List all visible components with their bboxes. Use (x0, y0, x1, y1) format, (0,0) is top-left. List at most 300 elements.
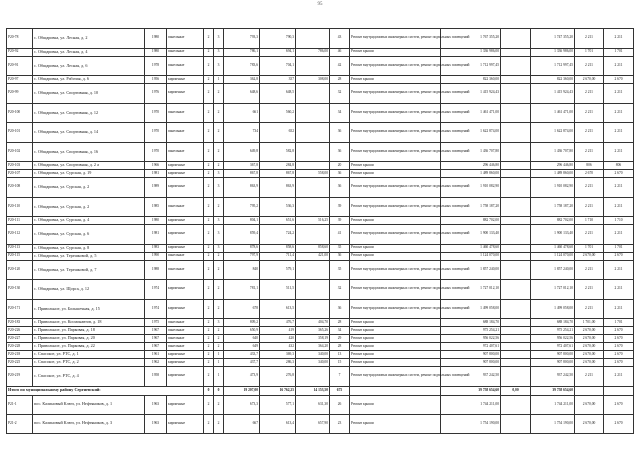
row-area-total: 678 (224, 299, 260, 319)
row-cost-funds: 907 800,00 (531, 359, 575, 367)
row-area-living: 284,8 (260, 162, 296, 170)
row-cost: 882 702,00 (441, 217, 501, 225)
total-area-private: 14 153,50 (296, 386, 330, 395)
row-end-year: 2 211 (575, 56, 604, 76)
row-area-living: 613,5 (260, 299, 296, 319)
row-floors: 2 (204, 84, 214, 104)
row-year: 1970 (145, 123, 167, 143)
row-area-private: 631,30 (296, 395, 330, 414)
row-code: Р20-120 (7, 260, 33, 280)
row-code: Р20-225 (7, 359, 33, 367)
row-complete-year: 1 701 (604, 244, 634, 252)
row-area-private: 364,20 (296, 343, 330, 351)
row-blank (501, 29, 531, 49)
row-end-year: 806 (575, 162, 604, 170)
row-floors: 2 (204, 252, 214, 260)
row-area-private (296, 367, 330, 387)
row-area-living: 577,1 (260, 395, 296, 414)
row-year: 1988 (145, 260, 167, 280)
row-year: 1974 (145, 280, 167, 300)
row-cost: 975 254,21 (441, 327, 501, 335)
row-address: с. Спасское, ул. РТС, д. 1 (33, 351, 145, 359)
row-area-private (296, 142, 330, 162)
row-area-private: 516,25 (296, 217, 330, 225)
row-material: кирпичные (167, 178, 204, 198)
row-area-total: 367,8 (224, 162, 260, 170)
row-code: Р20-228 (7, 343, 33, 351)
row-end-year: 2 670,00 (575, 414, 604, 433)
row-work: Ремонт крыши (350, 217, 441, 225)
row-complete-year: 2 670 (604, 335, 634, 343)
row-area-private: 340,00 (296, 359, 330, 367)
row-year: 1963 (145, 414, 167, 433)
table-row (7, 56, 634, 76)
table-row (7, 351, 634, 359)
row-residents: 26 (330, 395, 350, 414)
housing-repair-table (6, 28, 634, 434)
row-residents: 13 (330, 351, 350, 359)
row-end-year: 2 211 (575, 225, 604, 245)
row-complete-year: 2 211 (604, 123, 634, 143)
row-area-living: 582,8 (260, 142, 296, 162)
row-entrances: 2 (214, 197, 224, 217)
row-floors: 2 (204, 170, 214, 178)
row-work: Ремонт внутридомовых инженерных систем, ремонт подвальных помещений (350, 56, 441, 76)
row-blank (501, 170, 531, 178)
row-work: Ремонт крыши (350, 76, 441, 84)
row-residents: 29 (330, 335, 350, 343)
row-complete-year: 2 211 (604, 84, 634, 104)
row-area-private: 404,70 (296, 319, 330, 327)
row-material: кирпичные (167, 170, 204, 178)
row-area-total: 804,1 (224, 217, 260, 225)
row-complete-year: 2 670 (604, 76, 634, 84)
row-area-private (296, 299, 330, 319)
table-row (7, 84, 634, 104)
table-row (7, 367, 634, 387)
row-year: 1989 (145, 178, 167, 198)
row-end-year: 1 710 (575, 217, 604, 225)
row-area-living: 536,3 (260, 197, 296, 217)
row-cost-funds: 1 415 924,43 (531, 84, 575, 104)
row-end-year: 2 670,00 (575, 252, 604, 260)
row-complete-year: 2 670 (604, 170, 634, 178)
row-year: 1981 (145, 225, 167, 245)
row-area-living: 724,2 (260, 225, 296, 245)
total-area-living: 16 762,25 (260, 386, 296, 395)
row-area-living: 863,9 (260, 178, 296, 198)
row-residents: 42 (330, 56, 350, 76)
row-material: кирпичные (167, 225, 204, 245)
row-residents: 39 (330, 217, 350, 225)
row-area-living: 476,7 (260, 319, 296, 327)
row-complete-year: 2 211 (604, 367, 634, 387)
row-address: с. Общаровка, ул. Лесная, д. 2 (33, 29, 145, 49)
row-area-total: 734 (224, 123, 260, 143)
row-entrances: 2 (214, 327, 224, 335)
row-address: с. Общаровка, ул. Сурская, д. 4 (33, 217, 145, 225)
row-address: пос. Калиновый Ключ, ул. Нефтяников, д. 1 (33, 395, 145, 414)
row-complete-year: 1 701 (604, 319, 634, 327)
row-end-year: 2 670,00 (575, 395, 604, 414)
row-code: Р21-2 (7, 414, 33, 433)
row-floors: 2 (204, 48, 214, 56)
row-area-private: 308,00 (296, 76, 330, 84)
row-area-living: 648,5 (260, 84, 296, 104)
total-area-total: 19 207,00 (224, 386, 260, 395)
row-floors: 2 (204, 103, 214, 123)
row-code: Р20-103 (7, 162, 33, 170)
row-work: Ремонт крыши (350, 244, 441, 252)
table-row (7, 142, 634, 162)
row-area-private: 365,26 (296, 327, 330, 335)
row-complete-year: 2 670 (604, 343, 634, 351)
row-material: панельные (167, 260, 204, 280)
total-c1: 0 (204, 386, 214, 395)
row-floors: 2 (204, 162, 214, 170)
row-blank (501, 359, 531, 367)
row-area-private (296, 260, 330, 280)
total-cost-all: 39 758 654,60 (531, 386, 575, 395)
row-area-private (296, 280, 330, 300)
row-address: с. Общаровка, ул. Спортивная, д. 14 (33, 123, 145, 143)
row-address: с. Привольное, ул. Парковая, д. 18 (33, 327, 145, 335)
row-code: Р20-183 (7, 319, 33, 327)
row-floors: 2 (204, 244, 214, 252)
row-cost: 1 336 986,00 (441, 48, 501, 56)
total-row (7, 386, 634, 395)
row-complete-year: 2 211 (604, 178, 634, 198)
row-material: панельные (167, 327, 204, 335)
row-cost-funds: 1 336 986,00 (531, 48, 575, 56)
row-address: с. Общаровка, ул. Терешковой, д. 7 (33, 260, 145, 280)
row-area-living: 694,1 (260, 48, 296, 56)
row-code: Р20-99 (7, 84, 33, 104)
row-material: панельные (167, 48, 204, 56)
row-year: 1967 (145, 335, 167, 343)
table-row (7, 395, 634, 414)
row-end-year: 2 211 (575, 178, 604, 198)
row-end-year: 1 701 (575, 48, 604, 56)
row-end-year: 2 670,00 (575, 351, 604, 359)
row-area-total: 673,3 (224, 395, 260, 414)
row-work: Ремонт внутридомовых инженерных систем, ремонт подвальных помещений (350, 29, 441, 49)
row-residents: 41 (330, 225, 350, 245)
row-cost: 972 407,61 (441, 343, 501, 351)
row-residents: 15 (330, 359, 350, 367)
row-address: с. Общаровка, ул. Спортивная, д. 2 а (33, 162, 145, 170)
row-floors: 2 (204, 217, 214, 225)
row-area-total: 648,6 (224, 84, 260, 104)
row-cost-funds: 1 727 012,10 (531, 280, 575, 300)
row-work: Ремонт внутридомовых инженерных систем, ремонт подвальных помещений (350, 260, 441, 280)
row-residents: 28 (330, 76, 350, 84)
row-material: панельные (167, 335, 204, 343)
row-blank (501, 367, 531, 387)
row-entrances: 3 (214, 178, 224, 198)
row-work: Ремонт крыши (350, 351, 441, 359)
row-cost-funds: 1 754 190,00 (531, 414, 575, 433)
row-end-year: 2 211 (575, 367, 604, 387)
row-material: кирпичные (167, 414, 204, 433)
row-residents: 36 (330, 170, 350, 178)
row-area-private (296, 197, 330, 217)
row-code: Р21-1 (7, 395, 33, 414)
row-area-total: 795,2 (224, 197, 260, 217)
row-material: панельные (167, 142, 204, 162)
row-residents: 32 (330, 280, 350, 300)
row-complete-year: 2 211 (604, 280, 634, 300)
row-code: Р20-219 (7, 367, 33, 387)
row-year: 1985 (145, 197, 167, 217)
row-work: Ремонт внутридомовых инженерных систем, ремонт подвальных помещений (350, 299, 441, 319)
row-year: 1981 (145, 170, 167, 178)
row-cost-funds: 1 900 133,40 (531, 225, 575, 245)
row-cost: 1 767 355,20 (441, 29, 501, 49)
row-floors: 2 (204, 319, 214, 327)
row-entrances: 2 (214, 142, 224, 162)
row-cost: 1 857 240,00 (441, 260, 501, 280)
row-entrances: 1 (214, 367, 224, 387)
row-area-private (296, 225, 330, 245)
row-code: Р20-97 (7, 76, 33, 84)
row-address: с. Спасское, ул. РТС, д. 2 (33, 359, 145, 367)
row-cost: 1 754 190,00 (441, 414, 501, 433)
row-area-total: 867,8 (224, 170, 260, 178)
row-floors: 2 (204, 359, 214, 367)
row-address: с. Общаровка, ул. Сурская, д. 2 (33, 197, 145, 217)
row-material: панельные (167, 197, 204, 217)
row-residents: 28 (330, 319, 350, 327)
row-entrances: 2 (214, 280, 224, 300)
row-cost-funds: 1 622 874,00 (531, 123, 575, 143)
row-area-total: 859,4 (224, 225, 260, 245)
row-year: 1978 (145, 56, 167, 76)
table-row (7, 162, 634, 170)
row-end-year: 2 670,00 (575, 335, 604, 343)
row-cost: 1 744 211,00 (441, 395, 501, 414)
row-cost-funds: 1 436 707,80 (531, 142, 575, 162)
row-floors: 2 (204, 225, 214, 245)
row-area-total: 649 (224, 343, 260, 351)
row-area-living: 651,6 (260, 217, 296, 225)
row-entrances: 3 (214, 244, 224, 252)
row-entrances: 2 (214, 123, 224, 143)
row-floors: 2 (204, 327, 214, 335)
row-code: Р20-100 (7, 103, 33, 123)
table-row (7, 252, 634, 260)
row-address: с. Общаровка, ул. Лесная, д. 6 (33, 56, 145, 76)
table-row (7, 414, 634, 433)
row-blank (501, 299, 531, 319)
row-end-year: 2 670,00 (575, 343, 604, 351)
row-residents: 34 (330, 103, 350, 123)
row-work: Ремонт крыши (350, 414, 441, 433)
row-area-living: 579,1 (260, 260, 296, 280)
row-end-year: 2 211 (575, 260, 604, 280)
row-blank (501, 123, 531, 143)
row-end-year: 2 211 (575, 103, 604, 123)
row-complete-year: 2 211 (604, 103, 634, 123)
row-blank (501, 197, 531, 217)
row-cost-funds: 1 124 070,00 (531, 252, 575, 260)
row-work: Ремонт крыши (350, 48, 441, 56)
row-floors: 2 (204, 178, 214, 198)
row-blank (501, 414, 531, 433)
row-address: с. Общаровка, ул. Сурская, д. 8 (33, 244, 145, 252)
table-row (7, 327, 634, 335)
row-work: Ремонт внутридомовых инженерных систем, ремонт подвальных помещений (350, 197, 441, 217)
row-entrances: 2 (214, 103, 224, 123)
row-complete-year: 806 (604, 162, 634, 170)
row-area-total: 781,1 (224, 280, 260, 300)
row-floors: 2 (204, 395, 214, 414)
row-blank (501, 280, 531, 300)
row-entrances: 3 (214, 225, 224, 245)
row-material: кирпичные (167, 280, 204, 300)
row-end-year: 2 670,00 (575, 359, 604, 367)
row-residents: 20 (330, 162, 350, 170)
row-code: Р20-108 (7, 178, 33, 198)
row-cost: 1 910 082,90 (441, 178, 501, 198)
table-row (7, 29, 634, 49)
row-area-living: 432 (260, 343, 296, 351)
row-area-living: 369,3 (260, 351, 296, 359)
row-area-total: 863,9 (224, 178, 260, 198)
row-work: Ремонт внутридомовых инженерных систем, ремонт подвальных помещений (350, 178, 441, 198)
row-end-year: 2 670,00 (575, 327, 604, 335)
page-number: 95 (317, 2, 323, 7)
row-code: Р20-111 (7, 217, 33, 225)
row-address: с. Общаровка, ул. Спортивная, д. 12 (33, 103, 145, 123)
row-work: Ремонт внутридомовых инженерных систем, ремонт подвальных помещений (350, 225, 441, 245)
row-area-private: 421,00 (296, 252, 330, 260)
row-area-private (296, 123, 330, 143)
row-floors: 2 (204, 260, 214, 280)
row-address: с. Привольное, ул. Космонавтов, д. 18 (33, 319, 145, 327)
row-area-private (296, 178, 330, 198)
row-material: кирпичные (167, 351, 204, 359)
row-entrances: 2 (214, 252, 224, 260)
row-cost-funds: 975 254,21 (531, 327, 575, 335)
row-residents: 36 (330, 178, 350, 198)
row-cost: 1 124 070,00 (441, 252, 501, 260)
row-cost: 1 712 997,45 (441, 56, 501, 76)
row-complete-year: 2 670 (604, 252, 634, 260)
row-area-total: 878,6 (224, 244, 260, 252)
row-area-private: 657,90 (296, 414, 330, 433)
row-blank (501, 103, 531, 123)
row-floors: 2 (204, 29, 214, 49)
row-area-living: 867,8 (260, 170, 296, 178)
row-blank (501, 142, 531, 162)
row-entrances: 2 (214, 343, 224, 351)
row-address: с. Общаровка, ул. Лесная, д. 4 (33, 48, 145, 56)
total-blank (350, 386, 441, 395)
row-complete-year: 2 670 (604, 359, 634, 367)
table-row (7, 178, 634, 198)
row-end-year: 2 670,00 (575, 76, 604, 84)
row-cost: 907 800,00 (441, 351, 501, 359)
row-residents: 36 (330, 299, 350, 319)
table-row (7, 217, 634, 225)
table-row (7, 103, 634, 123)
row-entrances: 2 (214, 84, 224, 104)
row-area-living: 420 (260, 335, 296, 343)
row-address: с. Общаровка, ул. Сурская, д. 2 (33, 178, 145, 198)
row-code: Р20-113 (7, 244, 33, 252)
row-blank (501, 56, 531, 76)
row-floors: 2 (204, 351, 214, 359)
row-year: 1961 (145, 351, 167, 359)
row-code: Р20-226 (7, 327, 33, 335)
row-entrances: 1 (214, 359, 224, 367)
row-blank (501, 244, 531, 252)
row-area-private (296, 103, 330, 123)
row-residents: 36 (330, 142, 350, 162)
row-area-living: 511,5 (260, 280, 296, 300)
row-area-total: 783,6 (224, 56, 260, 76)
table-row (7, 225, 634, 245)
row-code: Р20-91 (7, 56, 33, 76)
row-year: 1966 (145, 162, 167, 170)
row-cost: 688 184,70 (441, 319, 501, 327)
row-area-total: 433,7 (224, 351, 260, 359)
row-work: Ремонт крыши (350, 395, 441, 414)
row-work: Ремонт крыши (350, 319, 441, 327)
row-material: кирпичные (167, 395, 204, 414)
row-floors: 2 (204, 280, 214, 300)
row-floors: 2 (204, 414, 214, 433)
row-cost: 907 800,00 (441, 359, 501, 367)
row-code: Р20-101 (7, 123, 33, 143)
table-row (7, 299, 634, 319)
row-cost: 1 460 478,60 (441, 244, 501, 252)
row-floors: 2 (204, 142, 214, 162)
row-complete-year: 2 670 (604, 351, 634, 359)
table-row (7, 76, 634, 84)
row-end-year: 2 211 (575, 280, 604, 300)
row-work: Ремонт крыши (350, 359, 441, 367)
row-year: 1980 (145, 29, 167, 49)
total-cost-funds: 0,00 (501, 386, 531, 395)
row-material: кирпичные (167, 84, 204, 104)
row-end-year: 2 670 (575, 170, 604, 178)
row-entrances: 1 (214, 351, 224, 359)
table-row (7, 197, 634, 217)
table-row (7, 319, 634, 327)
row-cost: 1 900 133,40 (441, 225, 501, 245)
row-address: пос. Калиновый Ключ, ул. Нефтяников, д. 3 (33, 414, 145, 433)
row-residents: 39 (330, 197, 350, 217)
row-complete-year: 2 211 (604, 299, 634, 319)
row-year: 1975 (145, 319, 167, 327)
row-material: кирпичные (167, 162, 204, 170)
row-cost-funds: 972 407,61 (531, 343, 575, 351)
table-row (7, 123, 634, 143)
row-complete-year: 1 710 (604, 217, 634, 225)
row-floors: 2 (204, 299, 214, 319)
row-blank (501, 260, 531, 280)
row-code: Р20-227 (7, 335, 33, 343)
row-area-living: 276,8 (260, 367, 296, 387)
row-area-living: 704,1 (260, 56, 296, 76)
row-cost-funds: 1 910 082,90 (531, 178, 575, 198)
row-work: Ремонт внутридомовых инженерных систем, ремонт подвальных помещений (350, 367, 441, 387)
row-floors: 2 (204, 335, 214, 343)
row-cost-funds: 1 747 355,20 (531, 29, 575, 49)
row-code: Р20-92 (7, 48, 33, 56)
